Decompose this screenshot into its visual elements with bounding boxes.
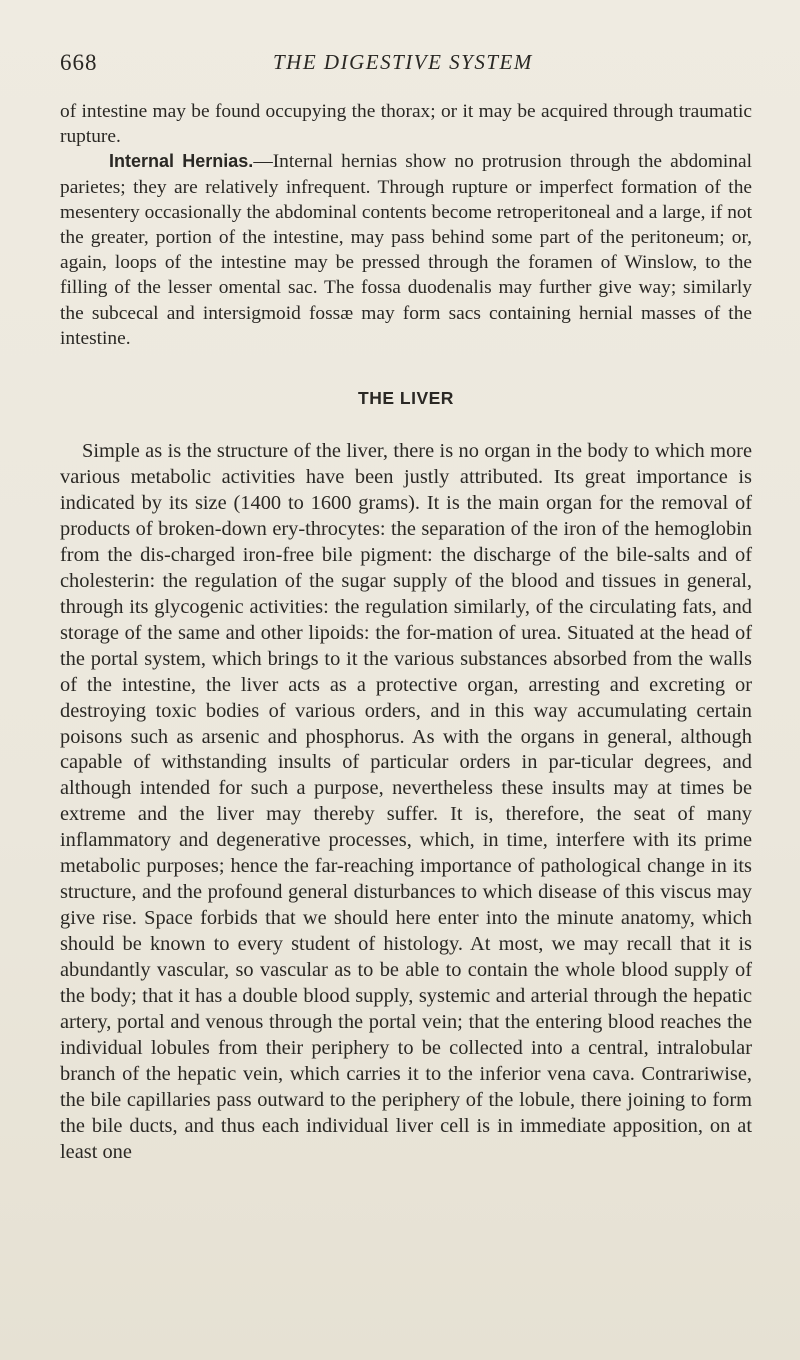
liver-paragraph: Simple as is the structure of the liver, there is no organ in the body to which more various metabolic activities have been justly attributed. Its great importance is indicated by its size (1400 to 1600 grams). It is the main organ for the removal of products of broken-down ery-throcytes: the separation of the iron of the hemoglobin from the dis-charged iron-free bile pigment: the discharge of the bile-salts and of cholesterin: the regulation of the sugar supply of the blood and tissues in general, through its glycogenic activities: the regulation similarly, of the circulating fats, and storage of the same and other lipoids: the for-mation of urea. Situated at the head of the portal system, which brings to it the various substances absorbed from the walls of the intestine, the liver acts as a protective organ, arresting and excreting or destroying toxic bodies of various orders, and in this way accumulating certain poisons such as arsenic and phosphorus. As with the organs in general, although capable of withstanding insults of particular orders in par-ticular degrees, and although intended for such a purpose, nevertheless these insults may at times be extreme and the liver may thereby suffer. It is, therefore, the seat of many inflammatory and degenerative processes, which, in time, interfere with its prime metabolic purposes; hence the far-reaching importance of pathological change in its structure, and the profound general disturbances to which disease of this viscus may give rise. Space forbids that we should here enter into the minute anatomy, which should be known to every student of histology. At most, we may recall that it is abundantly vascular, so vascular as to be able to contain the whole blood supply of the body; that it has a double blood supply, systemic and arterial through the hepatic artery, portal and venous through the portal vein; that the entering blood reaches the individual lobules from their periphery to be collected into a central, intralobular branch of the hepatic vein, which carries it to the inferior vena cava. Contrariwise, the bile capillaries pass outward to the periphery of the lobule, there joining to form the bile ducts, and thus each individual liver cell is in immediate apposition, on at least one bbox=[60, 440, 752, 1163]
section-title-liver: THE LIVER bbox=[358, 388, 454, 409]
page-header bbox=[60, 50, 752, 90]
running-head: THE DIGESTIVE SYSTEM bbox=[273, 50, 533, 74]
internal-hernias-paragraph bbox=[60, 149, 752, 351]
body-text bbox=[60, 99, 752, 1166]
internal-hernias-text: —Internal hernias show no protrusion through the abdominal parietes; they are relatively infrequent. Through rupture or imperfect formation of the mesentery occasionally the abdominal contents become retroperitoneal and a large, if not the greater, portion of the intestine, may pass behind some part of the peritoneum; or, again, loops of the intestine may be pressed through the foramen of Winslow, to the filling of the lesser omental sac. The fossa duodenalis may further give way; similarly the subcecal and intersigmoid fossæ may form sacs containing hernial masses of the intestine. bbox=[60, 151, 752, 349]
continuation-paragraph: of intestine may be found occupying the thorax; or it may be acquired through traumatic rupture. bbox=[60, 101, 752, 148]
page-number: 668 bbox=[60, 50, 98, 75]
internal-hernias-heading: Internal Hernias. bbox=[108, 151, 254, 172]
